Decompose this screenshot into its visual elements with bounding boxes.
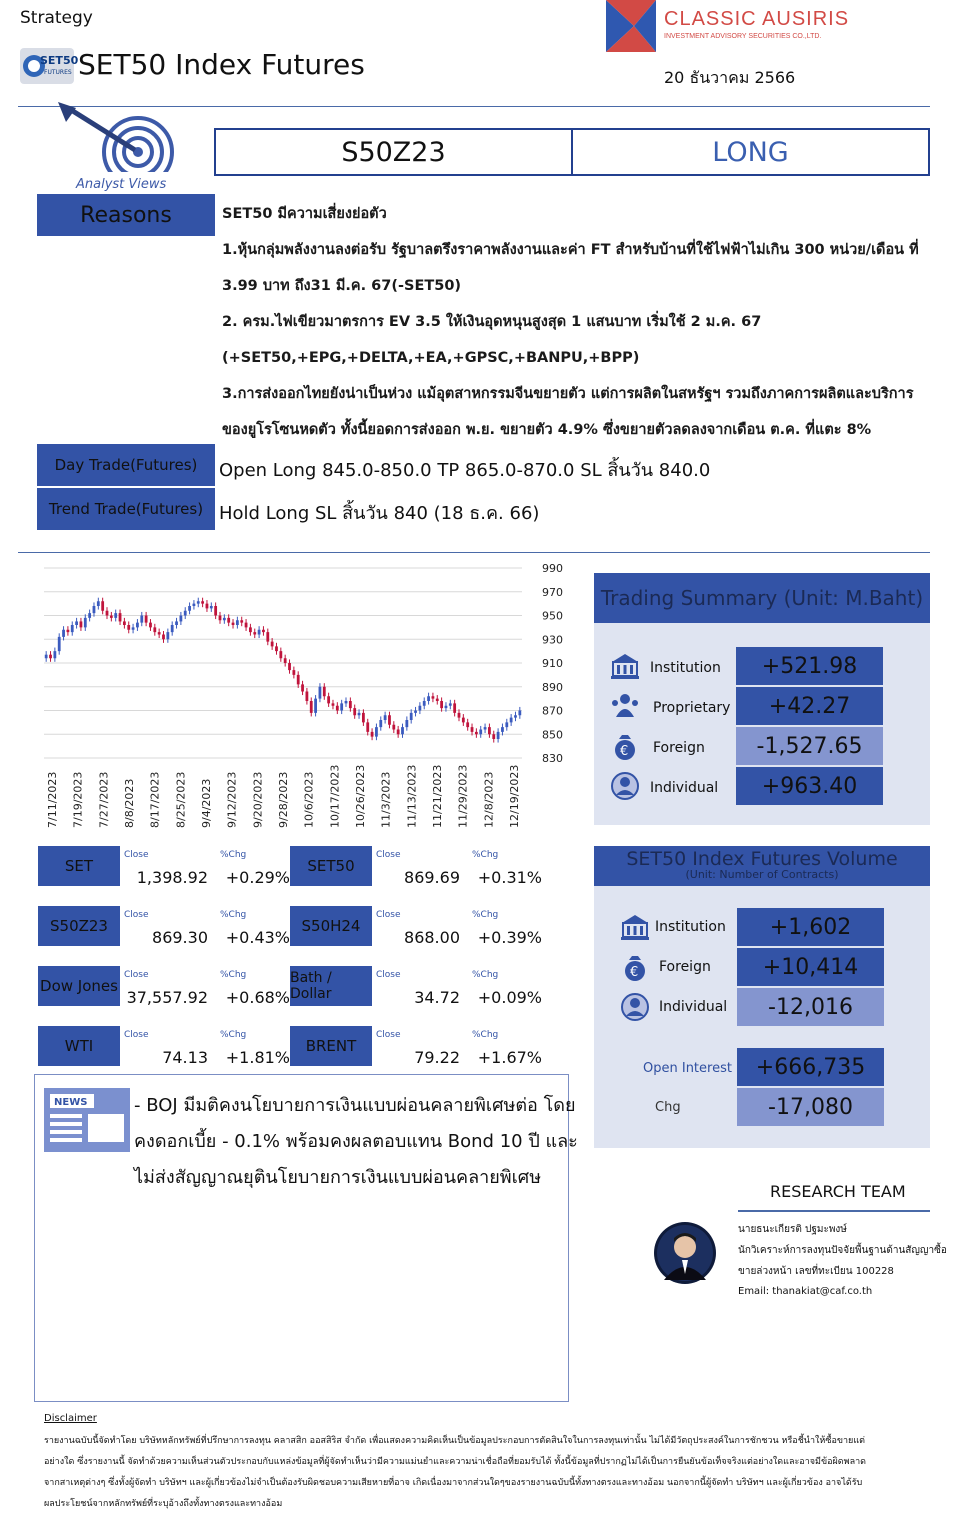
position-signal: LONG <box>712 136 789 168</box>
candle-body <box>392 725 395 730</box>
candle-body <box>292 670 295 675</box>
futures-volume-header <box>594 846 930 886</box>
candle-body <box>93 606 96 613</box>
candle-body <box>475 732 478 734</box>
x-tick-label: 7/11/2023 <box>46 771 59 828</box>
pct-change-value: +0.31% <box>477 868 542 887</box>
pct-change-value: +1.81% <box>225 1048 290 1067</box>
group-icon <box>610 691 640 721</box>
close-value: 37,557.92 <box>126 988 208 1007</box>
candle-body <box>166 632 169 639</box>
chg-value: -17,080 <box>737 1088 884 1126</box>
chg-caption: %Chg <box>220 910 247 920</box>
candle-body <box>45 655 48 659</box>
candle-body <box>488 727 491 734</box>
trading-summary-label: Individual <box>650 780 719 796</box>
candle-body <box>140 616 143 623</box>
candle-body <box>423 701 426 706</box>
candle-body <box>458 713 461 718</box>
candle-body <box>171 625 174 632</box>
reason-line: 3.การส่งออกไทยยังน่าเป็นห่วง แม้อุตสาหกรรมจีนขยายตัว แต่การผลิตในสหรัฐฯ รวมถึงภาคการผลิตและบริการ <box>222 386 914 402</box>
euro-bag-icon <box>610 731 640 761</box>
candle-body <box>179 616 182 622</box>
x-tick-label: 7/27/2023 <box>97 771 111 828</box>
candle-body <box>219 616 222 621</box>
candle-body <box>358 713 361 715</box>
chg-caption: %Chg <box>220 850 247 860</box>
chg-label: Chg <box>655 1100 681 1115</box>
candle-body <box>332 703 335 705</box>
x-tick-label: 11/29/2023 <box>456 764 470 828</box>
svg-text:€: € <box>630 965 639 980</box>
candle-body <box>266 632 269 642</box>
candle-body <box>349 701 352 708</box>
candle-body <box>271 642 274 647</box>
close-value: 868.00 <box>404 928 460 947</box>
candle-body <box>245 623 248 628</box>
candle-body <box>366 722 369 732</box>
trading-summary-label: Foreign <box>653 740 705 756</box>
disclaimer-line: จากสาเหตุต่างๆ ซึ่งทั้งผู้จัดทำ บริษัทฯ และผู้เกี่ยวข้องไม่จำเป็นต้องรับผิดชอบความเสียหายที่อาจ เกิดเนื่องมาจากส่วนใดๆของรายงานฉบับนี้ทั้งทางตรงและทางอ้อม นอกจากนี้ผู้จัดทำ บริษัทฯ และผู้เกี่ยวข้อง อาจได้รับ <box>44 1478 863 1488</box>
x-tick-label: 9/4/2023 <box>200 778 213 828</box>
candle-body <box>462 718 465 723</box>
newspaper-icon <box>44 1088 130 1152</box>
candle-body <box>145 616 148 623</box>
candle-body <box>114 613 117 618</box>
trading-summary-value: +963.40 <box>736 767 883 805</box>
candle-body <box>184 611 187 616</box>
market-tile-name: Dow Jones <box>38 966 120 1006</box>
set50-futures-logo <box>20 46 79 86</box>
close-value: 74.13 <box>162 1048 208 1067</box>
candle-body <box>336 706 339 711</box>
y-tick-label: 850 <box>542 728 563 742</box>
trend-trade-label: Trend Trade(Futures) <box>37 488 215 530</box>
candle-body <box>497 732 500 739</box>
candle-body <box>206 604 209 609</box>
candle-body <box>297 675 300 685</box>
candle-body <box>471 727 474 732</box>
x-tick-label: 10/6/2023 <box>302 771 316 828</box>
svg-text:€: € <box>620 744 629 759</box>
candle-body <box>371 732 374 737</box>
candle-body <box>410 713 413 720</box>
candle-body <box>492 734 495 739</box>
brand-name: CLASSIC AUSIRIS <box>664 8 850 30</box>
candle-body <box>240 620 243 622</box>
candle-body <box>518 711 521 716</box>
candle-body <box>379 720 382 727</box>
candle-body <box>67 630 70 632</box>
candle-body <box>453 703 456 713</box>
close-caption: Close <box>376 1030 401 1040</box>
candle-body <box>193 604 196 606</box>
market-tile-name: WTI <box>38 1026 120 1066</box>
x-tick-label: 8/8/2023 <box>123 778 136 828</box>
analyst-avatar <box>654 1222 716 1284</box>
candle-body <box>440 701 443 708</box>
candle-body <box>510 718 513 723</box>
reason-line: 1.หุ้นกลุ่มพลังงานลงต่อรับ รัฐบาลตรึงราคาพลังงานและค่า FT สำหรับบ้านที่ใช้ไฟฟ้าไม่เกิน 300 หน่วย/เดือน ที่ <box>222 242 919 258</box>
candle-body <box>88 613 91 618</box>
candle-body <box>353 708 356 715</box>
candle-body <box>214 606 217 616</box>
candle-body <box>319 687 322 699</box>
brand-logo-mark <box>606 0 656 52</box>
market-tile-name: SET <box>38 846 120 886</box>
svg-text:SET50: SET50 <box>40 54 79 67</box>
candle-body <box>84 618 87 628</box>
futures-volume-label: Institution <box>655 919 726 935</box>
candle-body <box>262 630 265 632</box>
candle-body <box>484 727 487 729</box>
x-tick-label: 10/17/2023 <box>328 764 342 828</box>
futures-volume-label: Individual <box>659 999 728 1015</box>
research-divider <box>738 1210 930 1212</box>
market-tile-name: Bath / Dollar <box>290 966 372 1006</box>
candle-body <box>314 699 317 713</box>
reason-line: SET50 มีความเสี่ยงย่อตัว <box>222 206 387 222</box>
candle-body <box>432 696 435 698</box>
candle-body <box>345 701 348 703</box>
candle-body <box>123 621 126 625</box>
x-tick-label: 9/28/2023 <box>277 771 290 828</box>
candle-body <box>436 699 439 701</box>
pct-change-value: +0.43% <box>225 928 290 947</box>
candle-body <box>119 613 122 621</box>
candle-body <box>505 722 508 727</box>
person-icon <box>620 992 650 1022</box>
candle-body <box>275 646 278 651</box>
futures-volume-unit: (Unit: Number of Contracts) <box>685 868 839 881</box>
candle-body <box>175 621 178 625</box>
day-trade-text: Open Long 845.0-850.0 TP 865.0-870.0 SL สิ้นวัน 840.0 <box>219 460 711 481</box>
candle-body <box>514 715 517 717</box>
close-caption: Close <box>376 850 401 860</box>
section-label: Strategy <box>20 8 93 28</box>
analyst-name: นายธนะเกียรติ ปฐมะพงษ์ <box>738 1224 847 1235</box>
analyst-license: ขายล่วงหน้า เลขที่ทะเบียน 100228 <box>738 1266 894 1277</box>
candle-body <box>210 606 213 608</box>
candle-body <box>97 601 100 606</box>
report-date: 20 ธันวาคม 2566 <box>664 68 796 87</box>
chg-caption: %Chg <box>472 850 499 860</box>
svg-text:Analyst Views: Analyst Views <box>76 177 167 192</box>
pct-change-value: +0.68% <box>225 988 290 1007</box>
reason-line: (+SET50,+EPG,+DELTA,+EA,+GPSC,+BANPU,+BPP) <box>222 350 640 366</box>
candle-body <box>71 625 74 632</box>
reason-line: 2. ครม.ไฟเขียวมาตรการ EV 3.5 ให้เงินอุดหนุนสูงสุด 1 แสนบาท เริ่มใช้ 2 ม.ค. 67 <box>222 314 762 330</box>
candle-body <box>284 658 287 663</box>
x-tick-label: 7/19/2023 <box>71 771 85 828</box>
candle-body <box>327 696 330 703</box>
market-tile-name: S50H24 <box>290 906 372 946</box>
candle-body <box>110 616 113 618</box>
market-tile-name: SET50 <box>290 846 372 886</box>
x-tick-label: 12/19/2023 <box>508 764 521 828</box>
x-tick-label: 11/3/2023 <box>379 771 393 828</box>
trading-summary-label: Institution <box>650 660 721 676</box>
y-tick-label: 910 <box>542 657 563 670</box>
candle-body <box>149 623 152 628</box>
candle-body <box>49 655 52 659</box>
candle-body <box>340 703 343 710</box>
news-line: ไม่ส่งสัญญาณยุตินโยบายการเงินแบบผ่อนคลายพิเศษ <box>134 1167 542 1188</box>
y-tick-label: 970 <box>542 585 563 599</box>
close-value: 1,398.92 <box>136 868 208 887</box>
candle-body <box>223 618 226 620</box>
euro-bag-icon <box>620 952 650 982</box>
candle-body <box>127 625 130 630</box>
candle-body <box>288 663 291 670</box>
contract-box <box>214 128 930 176</box>
candle-body <box>301 684 304 691</box>
pct-change-value: +0.39% <box>477 928 542 947</box>
chg-caption: %Chg <box>220 970 247 980</box>
candle-body <box>405 720 408 727</box>
pct-change-value: +0.09% <box>477 988 542 1007</box>
candle-body <box>80 621 83 627</box>
candle-body <box>466 722 469 727</box>
candle-body <box>306 692 309 702</box>
close-value: 79.22 <box>414 1048 460 1067</box>
candle-body <box>197 601 200 603</box>
y-tick-label: 830 <box>542 752 563 765</box>
close-value: 34.72 <box>414 988 460 1007</box>
candle-body <box>479 730 482 735</box>
candle-body <box>227 618 230 623</box>
candle-body <box>310 701 313 713</box>
candle-body <box>414 711 417 713</box>
open-interest-value: +666,735 <box>737 1048 884 1086</box>
candle-body <box>418 706 421 711</box>
y-tick-label: 990 <box>542 562 563 575</box>
close-caption: Close <box>124 970 149 980</box>
candle-body <box>101 601 104 611</box>
x-tick-label: 11/13/2023 <box>405 764 419 828</box>
candle-body <box>75 621 78 625</box>
candle-body <box>401 727 404 734</box>
candle-body <box>445 706 448 708</box>
close-caption: Close <box>376 970 401 980</box>
disclaimer-line: ผลประโยชน์จากหลักทรัพย์ที่ระบุอ้างถึงทั้งทางตรงและทางอ้อม <box>44 1499 283 1509</box>
futures-volume-value: +1,602 <box>737 908 884 946</box>
market-tile-name: S50Z23 <box>38 906 120 946</box>
pct-change-value: +0.29% <box>225 868 290 887</box>
close-caption: Close <box>124 910 149 920</box>
close-value: 869.30 <box>152 928 208 947</box>
candle-body <box>62 630 65 637</box>
candle-body <box>279 651 282 658</box>
futures-volume-title: SET50 Index Futures Volume <box>626 848 898 870</box>
candle-body <box>136 623 139 628</box>
candle-body <box>188 606 191 611</box>
research-team-title: RESEARCH TEAM <box>770 1182 906 1201</box>
disclaimer-line: อย่างใด ซึ่งรายงานนี้ จัดทำด้วยความเห็นส่วนตัวประกอบกับแหล่งข้อมูลที่ผู้จัดทำเห็นว่ามีความแม่นยำและความน่าเชื่อถือที่ยอมรับได้ ทั้งนี้ข้อมูลที่ปรากฏไม่ได้เป็นการยืนยันข้อเท็จจริงแต่อย่างใดและอาจมีข้อผิดพลาด <box>44 1457 866 1467</box>
y-tick-label: 870 <box>542 704 563 718</box>
contract-name: S50Z23 <box>216 130 573 174</box>
candle-body <box>384 715 387 720</box>
x-tick-label: 10/26/2023 <box>354 764 367 828</box>
analyst-email: Email: thanakiat@caf.co.th <box>738 1286 873 1297</box>
x-tick-label: 8/17/2023 <box>148 771 162 828</box>
trading-summary-title: Trading Summary (Unit: M.Baht) <box>594 573 930 623</box>
candle-body <box>153 627 156 632</box>
close-caption: Close <box>124 1030 149 1040</box>
x-tick-label: 8/25/2023 <box>174 771 188 828</box>
reasons-label: Reasons <box>37 194 215 236</box>
bank-icon <box>610 651 640 681</box>
chg-caption: %Chg <box>472 1030 499 1040</box>
y-tick-label: 930 <box>542 633 563 647</box>
chg-caption: %Chg <box>472 970 499 980</box>
candle-body <box>375 727 378 737</box>
candle-body <box>132 627 135 629</box>
close-value: 869.69 <box>404 868 460 887</box>
x-tick-label: 12/8/2023 <box>482 771 496 828</box>
futures-volume-value: -12,016 <box>737 988 884 1026</box>
x-tick-label: 11/21/2023 <box>431 764 444 828</box>
person-icon <box>610 771 640 801</box>
trading-summary-value: +42.27 <box>736 687 883 725</box>
close-caption: Close <box>124 850 149 860</box>
section-divider <box>18 552 930 553</box>
x-tick-label: 9/20/2023 <box>251 771 265 828</box>
market-tile-name: BRENT <box>290 1026 372 1066</box>
candle-body <box>427 696 430 701</box>
chg-caption: %Chg <box>220 1030 247 1040</box>
news-line: คงดอกเบี้ย - 0.1% พร้อมคงผลตอบแทน Bond 10 ปี และ <box>134 1131 578 1152</box>
chg-caption: %Chg <box>472 910 499 920</box>
candle-body <box>249 627 252 632</box>
day-trade-label: Day Trade(Futures) <box>37 444 215 486</box>
candle-body <box>201 601 204 603</box>
candle-body <box>232 623 235 625</box>
open-interest-label: Open Interest <box>643 1061 732 1076</box>
candle-body <box>236 620 239 625</box>
candle-body <box>323 687 326 697</box>
page-title: SET50 Index Futures <box>78 48 365 81</box>
trading-summary-value: -1,527.65 <box>736 727 883 765</box>
news-line: - BOJ มีมติคงนโยบายการเงินแบบผ่อนคลายพิเศษต่อ โดย <box>134 1095 576 1116</box>
trading-summary-value: +521.98 <box>736 647 883 685</box>
candle-body <box>501 727 504 732</box>
svg-text:NEWS: NEWS <box>54 1097 88 1108</box>
reason-line: 3.99 บาท ถึง31 มี.ค. 67(-SET50) <box>222 278 462 294</box>
disclaimer-title: Disclaimer <box>44 1413 97 1424</box>
candle-body <box>397 730 400 735</box>
analyst-title: นักวิเคราะห์การลงทุนปัจจัยพื้นฐานด้านสัญญาซื้อ <box>738 1245 947 1256</box>
analyst-views-logo <box>40 102 185 194</box>
candle-body <box>253 632 256 634</box>
trading-summary-label: Proprietary <box>653 700 731 716</box>
pct-change-value: +1.67% <box>477 1048 542 1067</box>
futures-volume-label: Foreign <box>659 959 711 975</box>
futures-volume-value: +10,414 <box>737 948 884 986</box>
candle-body <box>449 703 452 705</box>
candle-body <box>162 635 165 640</box>
bank-icon <box>620 912 650 942</box>
y-tick-label: 890 <box>542 680 563 694</box>
y-tick-label: 950 <box>542 609 563 623</box>
set50-candlestick-chart <box>38 562 568 832</box>
candle-body <box>53 651 56 658</box>
x-tick-label: 9/12/2023 <box>225 771 239 828</box>
candle-body <box>58 637 61 651</box>
close-caption: Close <box>376 910 401 920</box>
trend-trade-text: Hold Long SL สิ้นวัน 840 (18 ธ.ค. 66) <box>219 503 540 524</box>
candle-body <box>258 630 261 635</box>
candle-body <box>362 713 365 723</box>
brand-subtitle: INVESTMENT ADVISORY SECURITIES CO.,LTD. <box>664 33 822 40</box>
disclaimer-line: รายงานฉบับนี้จัดทำโดย บริษัทหลักทรัพย์ที่ปรึกษาการลงทุน คลาสสิก ออสสิริส จำกัด เพื่อแสดงความคิดเห็นเป็นข้อมูลประกอบการตัดสินใจในการลงทุนเท่านั้น ไม่ได้มีวัตถุประสงค์ในการชักชวน หรือชี้นำให้ซื้อขายแต่ <box>44 1436 865 1446</box>
svg-text:FUTURES: FUTURES <box>44 69 72 76</box>
reason-line: ของยูโรโซนหดตัว ทั้งนี้ยอดการส่งออก พ.ย. ขยายตัว 4.9% ซึ่งขยายตัวลดลงจากเดือน ต.ค. ที่แตะ 8% <box>222 422 872 438</box>
candle-body <box>106 611 109 616</box>
candle-body <box>158 632 161 634</box>
candle-body <box>388 715 391 725</box>
